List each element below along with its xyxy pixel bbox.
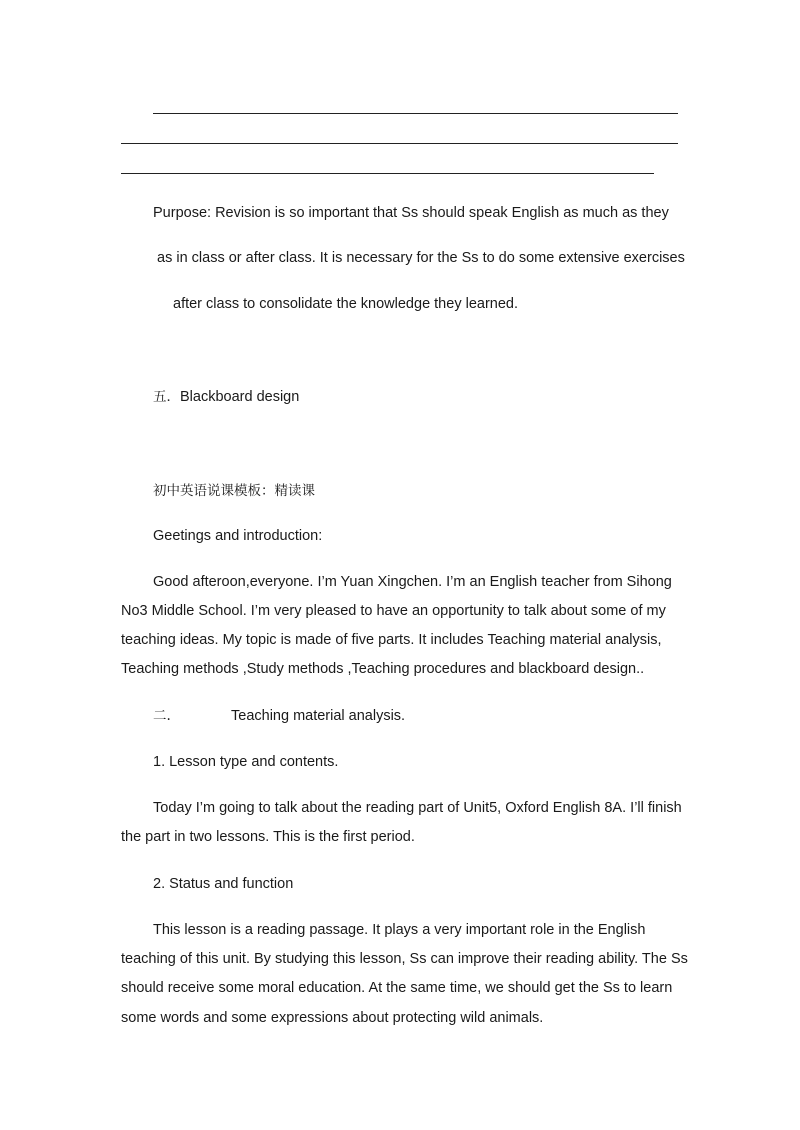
section-5-number: 五． <box>153 389 180 405</box>
section-2-number: 二. <box>153 708 171 724</box>
item-2-line-4: some words and some expressions about protecting wild animals. <box>121 1010 544 1026</box>
answer-line-1 <box>153 113 678 114</box>
answer-line-3 <box>121 173 654 174</box>
item-2-line-2: teaching of this unit. By studying this lesson, Ss can improve their reading ability. The Ss <box>121 951 688 967</box>
greetings-heading: Geetings and introduction: <box>153 528 323 544</box>
purpose-line-3: after class to consolidate the knowledge they learned. <box>173 296 518 312</box>
purpose-line-2: as in class or after class. It is necessary for the Ss to do some extensive exercises <box>157 250 685 266</box>
greetings-line-4: Teaching methods ,Study methods ,Teaching procedures and blackboard design.. <box>121 661 645 677</box>
item-1-line-2: the part in two lessons. This is the first period. <box>121 829 415 845</box>
item-1-line-1: Today I’m going to talk about the reading part of Unit5, Oxford English 8A. I’ll finish <box>153 800 682 816</box>
answer-line-2 <box>121 143 678 144</box>
template-title: 初中英语说课模板：精读课 <box>153 483 315 499</box>
purpose-line-1: Purpose: Revision is so important that Ss should speak English as much as they <box>153 205 669 221</box>
greetings-line-3: teaching ideas. My topic is made of five parts. It includes Teaching material analysis, <box>121 632 662 648</box>
section-2-title: Teaching material analysis. <box>231 708 406 724</box>
greetings-line-1: Good afteroon,everyone. I’m Yuan Xingchen. I’m an English teacher from Sihong <box>153 574 672 590</box>
item-1-heading: 1. Lesson type and contents. <box>153 754 339 770</box>
item-2-heading: 2. Status and function <box>153 876 294 892</box>
greetings-line-2: No3 Middle School. I’m very pleased to have an opportunity to talk about some of my <box>121 603 666 619</box>
section-5-heading <box>153 388 299 406</box>
item-2-line-3: should receive some moral education. At the same time, we should get the Ss to learn <box>121 980 673 996</box>
item-2-line-1: This lesson is a reading passage. It plays a very important role in the English <box>153 922 646 938</box>
section-5-title: Blackboard design <box>180 389 300 405</box>
